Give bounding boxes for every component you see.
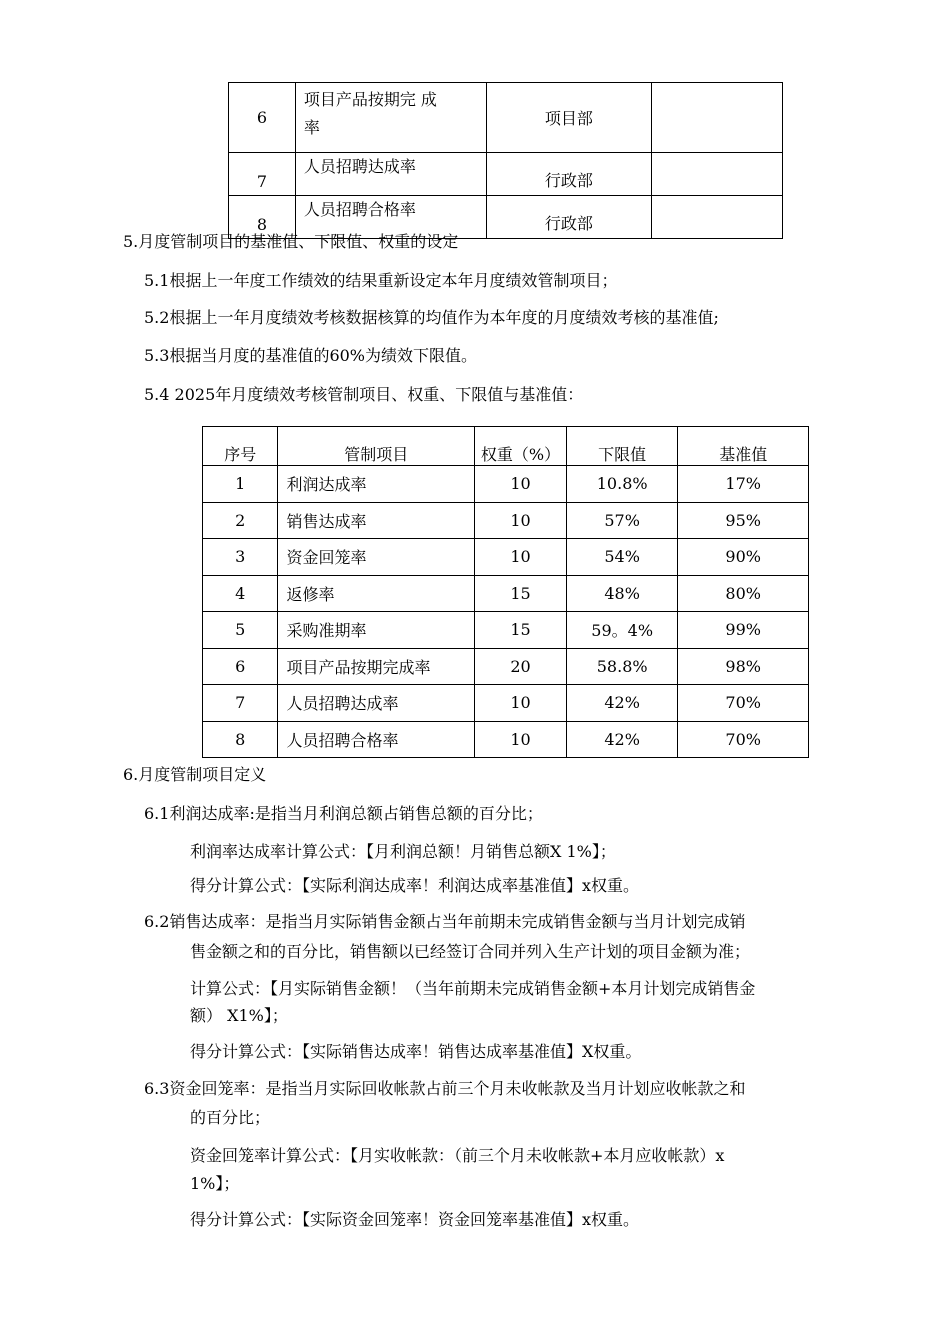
section6-3: 6.3资金回笼率：是指当月实际回收帐款占前三个月未收帐款及当月计划应收帐款之和 xyxy=(144,1079,746,1098)
cell-item: 人员招聘合格率 xyxy=(278,721,475,758)
cell-item: 项目产品按期完成率 xyxy=(278,648,475,685)
cell-lower: 59。4% xyxy=(566,612,677,649)
cell-lower: 58.8% xyxy=(566,648,677,685)
cell-lower: 10.8% xyxy=(566,466,677,503)
cell-no: 1 xyxy=(203,466,278,503)
table-row xyxy=(203,539,809,576)
cell-lower: 54% xyxy=(566,539,677,576)
row-item xyxy=(295,83,486,153)
cell-no: 4 xyxy=(203,575,278,612)
section6-3-formula: 资金回笼率计算公式：【月实收帐款：（前三个月未收帐款+本月应收帐款）x xyxy=(190,1146,725,1165)
section6-2-score: 得分计算公式：【实际销售达成率！销售达成率基准值】X权重。 xyxy=(190,1042,642,1061)
cell-weight: 10 xyxy=(475,466,567,503)
cell-item: 销售达成率 xyxy=(278,502,475,539)
cell-base: 17% xyxy=(678,466,809,503)
section6-2-formula: 计算公式：【月实际销售金额！（当年前期未完成销售金额+本月计划完成销售金 xyxy=(190,979,756,998)
header-cell: 下限值 xyxy=(566,427,677,466)
row-dept: 行政部 xyxy=(486,153,651,196)
section6-3-cont: 的百分比； xyxy=(190,1108,271,1127)
continued-table xyxy=(228,82,783,239)
cell-weight: 15 xyxy=(475,575,567,612)
cell-base: 70% xyxy=(678,685,809,722)
header-cell: 权重（%） xyxy=(475,427,567,466)
cell-base: 98% xyxy=(678,648,809,685)
section6-3-formula-cont: 1%】； xyxy=(190,1174,240,1193)
cell-item: 利润达成率 xyxy=(278,466,475,503)
cell-weight: 10 xyxy=(475,685,567,722)
row-item: 人员招聘达成率 xyxy=(295,153,486,196)
cell-base: 99% xyxy=(678,612,809,649)
header-cell: 序号 xyxy=(203,427,278,466)
cell-no: 7 xyxy=(203,685,278,722)
table-row xyxy=(203,575,809,612)
table-row xyxy=(203,502,809,539)
section5-1: 5.1根据上一年度工作绩效的结果重新设定本年月度绩效管制项目； xyxy=(144,271,618,290)
section5-4: 5.4 2025年月度绩效考核管制项目、权重、下限值与基准值： xyxy=(144,385,584,404)
cell-lower: 48% xyxy=(566,575,677,612)
cell-no: 2 xyxy=(203,502,278,539)
cell-weight: 20 xyxy=(475,648,567,685)
table-row xyxy=(229,83,783,153)
cell-base: 95% xyxy=(678,502,809,539)
section5-3: 5.3根据当月度的基准值的60%为绩效下限值。 xyxy=(144,346,478,365)
table-row xyxy=(203,685,809,722)
table-row xyxy=(203,648,809,685)
row-dept: 行政部 xyxy=(486,196,651,239)
cell-base: 70% xyxy=(678,721,809,758)
table-row xyxy=(203,721,809,758)
section6-1-formula: 利润率达成率计算公式：【月利润总额！月销售总额X 1%】； xyxy=(190,842,616,861)
cell-no: 8 xyxy=(203,721,278,758)
row-blank xyxy=(652,83,783,153)
cell-lower: 42% xyxy=(566,685,677,722)
table-header-row xyxy=(203,427,809,466)
row-number: 6 xyxy=(229,83,296,153)
section6-heading: 6.月度管制项目定义 xyxy=(123,765,267,784)
row-blank xyxy=(652,153,783,196)
section6-2: 6.2销售达成率：是指当月实际销售金额占当年前期未完成销售金额与当月计划完成销 xyxy=(144,912,746,931)
section6-1: 6.1利润达成率:是指当月利润总额占销售总额的百分比； xyxy=(144,804,543,823)
cell-no: 5 xyxy=(203,612,278,649)
table-row xyxy=(203,466,809,503)
row-dept: 项目部 xyxy=(486,83,651,153)
cell-lower: 42% xyxy=(566,721,677,758)
cell-weight: 10 xyxy=(475,721,567,758)
cell-item: 采购准期率 xyxy=(278,612,475,649)
header-cell: 基准值 xyxy=(678,427,809,466)
section6-3-score: 得分计算公式：【实际资金回笼率！资金回笼率基准值】x权重。 xyxy=(190,1210,640,1229)
cell-item: 返修率 xyxy=(278,575,475,612)
cell-lower: 57% xyxy=(566,502,677,539)
row-blank xyxy=(652,196,783,239)
row-item: 人员招聘合格率 xyxy=(295,196,486,239)
item-line: 项目产品按期完 成 xyxy=(303,90,437,109)
kpi-table xyxy=(202,426,809,758)
section6-1-score: 得分计算公式：【实际利润达成率！利润达成率基准值】x权重。 xyxy=(190,876,640,895)
header-cell: 管制项目 xyxy=(278,427,475,466)
section5-2: 5.2根据上一年月度绩效考核数据核算的均值作为本年度的月度绩效考核的基准值; xyxy=(144,308,719,327)
cell-base: 80% xyxy=(678,575,809,612)
table-row xyxy=(203,612,809,649)
section6-2-formula-cont: 额） X1%】； xyxy=(190,1006,288,1025)
cell-no: 3 xyxy=(203,539,278,576)
cell-weight: 10 xyxy=(475,502,567,539)
cell-weight: 10 xyxy=(475,539,567,576)
row-number: 8 xyxy=(229,196,296,239)
item-line: 率 xyxy=(303,118,320,137)
cell-no: 6 xyxy=(203,648,278,685)
cell-item: 人员招聘达成率 xyxy=(278,685,475,722)
cell-weight: 15 xyxy=(475,612,567,649)
table-row xyxy=(229,153,783,196)
section6-2-cont: 售金额之和的百分比，销售额以已经签订合同并列入生产计划的项目金额为准； xyxy=(190,942,751,961)
cell-item: 资金回笼率 xyxy=(278,539,475,576)
cell-base: 90% xyxy=(678,539,809,576)
section5-heading: 5.月度管制项目的基准值、下限值、权重的设定 xyxy=(123,232,459,251)
row-number: 7 xyxy=(229,153,296,196)
